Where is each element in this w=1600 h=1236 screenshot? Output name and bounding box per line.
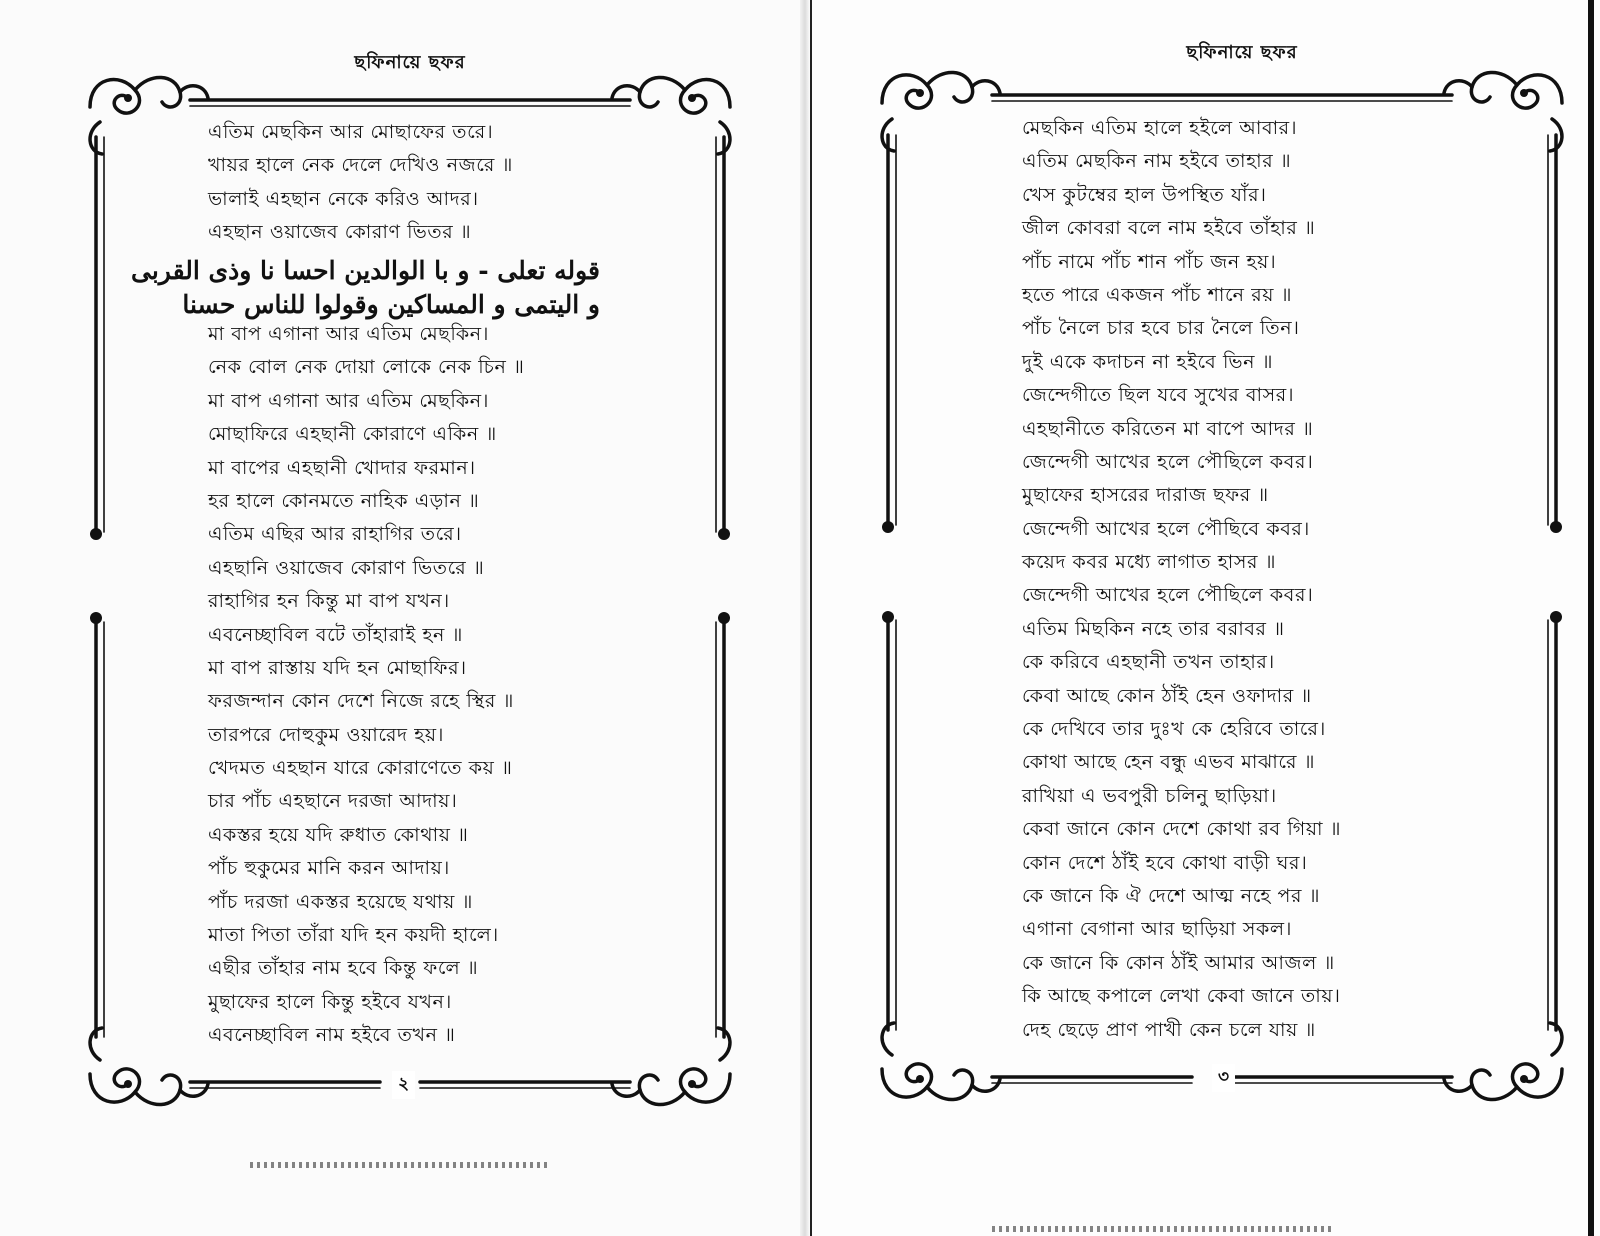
verse-block-top-left <box>208 116 513 250</box>
verse-line: রাহাগির হন কিন্তু মা বাপ যখন। <box>208 590 450 613</box>
scan-artifact <box>250 1162 550 1168</box>
verse-line: হর হালে কোনমতে নাহিক এড়ান ॥ <box>208 489 480 512</box>
verse-line: এহছান ওয়াজেব কোরাণ ভিতর ॥ <box>208 221 472 244</box>
verse-line: এছীর তাঁহার নাম হবে কিন্তু ফলে ॥ <box>208 957 479 980</box>
verse-line: পাঁচ নামে পাঁচ শান পাঁচ জন হয়। <box>1022 250 1277 273</box>
verse-line: এগানা বেগানা আর ছাড়িয়া সকল। <box>1022 918 1293 941</box>
verse-line: কোন দেশে ঠাঁই হবে কোথা বাড়ী ঘর। <box>1022 851 1308 874</box>
verse-line: পাঁচ নৈলে চার হবে চার নৈলে তিন। <box>1022 317 1300 340</box>
verse-line: মা বাপ এগানা আর এতিম মেছকিন। <box>208 389 490 412</box>
verse-line: কয়েদ কবর মধ্যে লাগাত হাসর ॥ <box>1022 551 1277 574</box>
verse-line: এতিম মেছকিন আর মোছাফের তরে। <box>208 121 494 143</box>
verse-block-bottom-left <box>208 318 524 1053</box>
verse-line: মা বাপের এহছানী খোদার ফরমান। <box>208 456 476 479</box>
verse-line: এহছানীতে করিতেন মা বাপে আদর ॥ <box>1022 417 1314 440</box>
verse-line: জেন্দেগী আখের হলে পৌছিলে কবর। <box>1022 450 1314 473</box>
verse-line: জেন্দেগীতে ছিল যবে সুখের বাসর। <box>1022 384 1295 407</box>
verse-line: নেক বোল নেক দোয়া লোকে নেক চিন ॥ <box>208 356 525 379</box>
verse-line: খায়র হালে নেক দেলে দেখিও নজরে ॥ <box>208 154 513 177</box>
verse-line: একস্তর হয়ে যদি রুধাত কোথায় ॥ <box>208 823 469 846</box>
verse-line: এবনেচ্ছাবিল বটে তাঁহারাই হন ॥ <box>208 623 463 646</box>
verse-line: পাঁচ হুকুমের মানি করন আদায়। <box>208 857 450 880</box>
verse-line: মা বাপ এগানা আর এতিম মেছকিন। <box>208 323 490 345</box>
page-edge <box>1588 0 1594 1236</box>
verse-line: এহছানি ওয়াজেব কোরাণ ভিতরে ॥ <box>208 556 485 579</box>
verse-line: কে জানে কি ঐ দেশে আত্ম নহে পর ॥ <box>1022 884 1321 907</box>
running-head-left: ছফিনায়ে ছফর <box>354 52 466 73</box>
verse-line: এতিম মিছকিন নহে তার বরাবর ॥ <box>1022 617 1285 640</box>
verse-line: ফরজন্দান কোন দেশে নিজে রহে স্থির ॥ <box>208 690 514 713</box>
book-gutter <box>800 0 810 1236</box>
verse-line: মেছকিন এতিম হালে হইলে আবার। <box>1022 117 1298 139</box>
verse-line: দুই একে কদাচন না হইবে ভিন ॥ <box>1022 350 1274 373</box>
verse-line: মুছাফের হাসরের দারাজ ছফর ॥ <box>1022 484 1269 507</box>
verse-line: কেবা আছে কোন ঠাঁই হেন ওফাদার ॥ <box>1022 684 1312 707</box>
verse-line: দেহ ছেড়ে প্রাণ পাখী কেন চলে যায় ॥ <box>1022 1018 1316 1041</box>
verse-line: কে জানে কি কোন ঠাঁই আমার আজল ॥ <box>1022 951 1335 974</box>
verse-line: এতিম এছির আর রাহাগির তরে। <box>208 523 462 546</box>
verse-line: কেবা জানে কোন দেশে কোথা রব গিয়া ॥ <box>1022 818 1342 841</box>
verse-line: মা বাপ রাস্তায় যদি হন মোছাফির। <box>208 656 467 679</box>
arabic-quote-line: و اليتمى و المساكين وقولوا للناس حسنا <box>182 290 600 319</box>
verse-line: তারপরে দোহুকুম ওয়ারেদ হয়। <box>208 723 445 746</box>
right-page <box>810 0 1600 1236</box>
verse-line: কে করিবে এহছানী তখন তাহার। <box>1022 651 1275 674</box>
page-number-right: ৩ <box>1212 1064 1235 1092</box>
page-number-left: ২ <box>392 1071 415 1099</box>
verse-line: কোথা আছে হেন বন্ধু এভব মাঝারে ॥ <box>1022 751 1316 774</box>
verse-line: চার পাঁচ এহছানে দরজা আদায়। <box>208 790 458 813</box>
verse-line: রাখিয়া এ ভবপুরী চলিনু ছাড়িয়া। <box>1022 784 1277 807</box>
verse-line: খেদমত এহছান যারে কোরাণেতে কয় ॥ <box>208 757 513 780</box>
verse-line: মোছাফিরে এহছানী কোরাণে একিন ॥ <box>208 423 497 446</box>
running-head-right: ছফিনায়ে ছফর <box>1186 42 1298 63</box>
verse-line: পাঁচ দরজা একস্তর হয়েছে যথায় ॥ <box>208 890 473 913</box>
verse-line: মাতা পিতা তাঁরা যদি হন কয়দী হালে। <box>208 924 499 947</box>
verse-line: মুছাফের হালে কিন্তু হইবে যখন। <box>208 990 452 1013</box>
verse-line: কি আছে কপালে লেখা কেবা জানে তায়। <box>1022 985 1341 1008</box>
verse-line: এবনেচ্ছাবিল নাম হইবে তখন ॥ <box>208 1024 456 1047</box>
scan-artifact <box>992 1226 1332 1232</box>
verse-line: জীল কোবরা বলে নাম হইবে তাঁহার ॥ <box>1022 217 1316 240</box>
verse-line: জেন্দেগী আখের হলে পৌছিবে কবর। <box>1022 517 1310 540</box>
verse-line: খেস কুটম্বের হাল উপস্থিত যাঁর। <box>1022 183 1267 206</box>
verse-line: হতে পারে একজন পাঁচ শানে রয় ॥ <box>1022 283 1293 306</box>
verse-line: জেন্দেগী আখের হলে পৌছিলে কবর। <box>1022 584 1314 607</box>
verse-line: ভালাই এহছান নেকে করিও আদর। <box>208 187 479 210</box>
verse-block-right <box>1022 112 1341 1047</box>
verse-line: এতিম মেছকিন নাম হইবে তাহার ॥ <box>1022 150 1292 173</box>
arabic-quote-line: قوله تعلى - و با الوالدين احسا نا وذى القربى <box>131 256 600 285</box>
verse-line: কে দেখিবে তার দুঃখ কে হেরিবে তারে। <box>1022 718 1326 741</box>
